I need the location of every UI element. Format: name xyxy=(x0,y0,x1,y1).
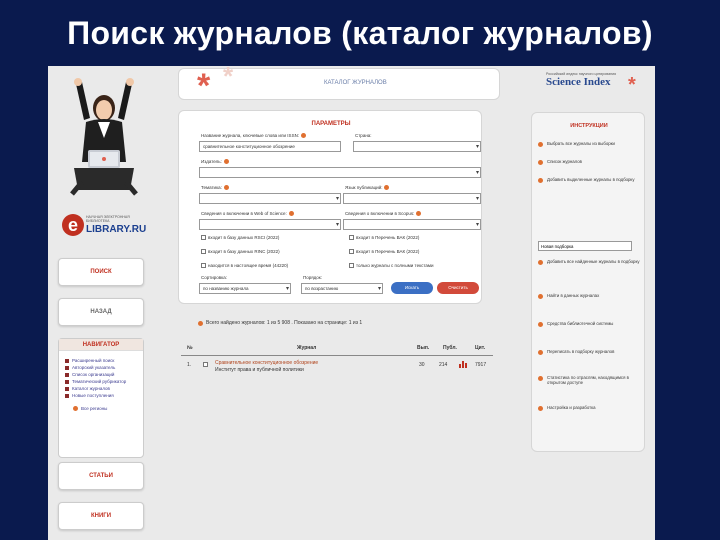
search-params-panel xyxy=(178,110,482,304)
slide-title: Поиск журналов (каталог журналов) xyxy=(67,14,653,51)
checkbox[interactable] xyxy=(201,263,206,268)
order-label: Порядок: xyxy=(303,275,322,280)
results-summary: Всего найдено журналов: 1 из 5 908 . Показано на странице: 1 из 1 xyxy=(198,320,362,326)
row-checkbox[interactable] xyxy=(203,362,208,369)
journal-link[interactable]: Сравнительное конституционное обозрение xyxy=(215,360,319,366)
arrow-icon xyxy=(538,376,543,381)
instr-statistics[interactable]: Статистика по отраслям, находящимся в открытом доступе xyxy=(538,375,642,385)
info-icon xyxy=(198,321,203,326)
arrow-icon xyxy=(538,142,543,147)
clear-button[interactable]: Очистить xyxy=(437,282,479,294)
arrow-icon xyxy=(538,350,543,355)
check-rinc[interactable]: входит в базу данных RINC (2022) xyxy=(201,249,280,254)
instr-add-selected[interactable]: Добавить выделенные журналы в подборку xyxy=(538,177,642,183)
logo-letter: e xyxy=(62,214,84,236)
help-icon[interactable] xyxy=(384,185,389,190)
scopus-label: Сведения о включении в Scopus: xyxy=(345,211,421,216)
checkbox[interactable] xyxy=(349,263,354,268)
arrow-icon xyxy=(538,160,543,165)
row-cites: 7917 xyxy=(475,362,487,368)
col-journal[interactable]: Журнал xyxy=(297,345,317,351)
check-rsci[interactable]: входит в базу данных RSCI (2022) xyxy=(201,235,279,240)
row-issues: 30 xyxy=(419,362,425,368)
nav-item-new-arrivals[interactable]: Новые поступления xyxy=(65,393,143,398)
navigator-panel xyxy=(58,338,144,458)
instructions-title: ИНСТРУКЦИИ xyxy=(570,123,608,129)
help-icon[interactable] xyxy=(416,211,421,216)
journal-publisher: Институт права и публичной политики xyxy=(215,367,304,373)
check-vak-2[interactable]: входит в Перечень ВАК (2022) xyxy=(349,249,419,254)
asterisk-icon: * xyxy=(628,74,636,96)
instr-library-tools[interactable]: Средства библиотечной системы xyxy=(538,321,642,327)
row-number: 1. xyxy=(187,362,192,368)
sort-label: Сортировка: xyxy=(201,275,227,280)
catalog-header-bar xyxy=(178,66,500,105)
search-submit-button[interactable]: Искать xyxy=(391,282,433,294)
publisher-label: Издатель: xyxy=(201,159,229,164)
col-pubs[interactable]: Публ. xyxy=(443,345,457,351)
check-current[interactable]: находится в настоящее время (44220) xyxy=(201,263,288,268)
journal-title-label: Название журнала, ключевые слова или ISSN: xyxy=(201,133,306,138)
nav-item-journal-catalog[interactable]: Каталог журналов xyxy=(65,386,143,391)
asterisk-icon-faded: * xyxy=(223,66,234,91)
square-icon xyxy=(65,366,69,370)
science-index-subtitle: Российский индекс научного цитирования xyxy=(546,72,617,76)
checkbox[interactable] xyxy=(201,249,206,254)
publisher-select[interactable] xyxy=(199,167,481,178)
help-icon[interactable] xyxy=(289,211,294,216)
arrow-icon xyxy=(538,178,543,183)
instructions-panel xyxy=(531,112,645,452)
collection-select[interactable]: Новая подборка xyxy=(538,241,632,251)
help-icon[interactable] xyxy=(224,185,229,190)
nav-item-organizations[interactable]: Список организаций xyxy=(65,372,143,377)
arrow-icon xyxy=(538,322,543,327)
params-title: ПАРАМЕТРЫ xyxy=(311,121,351,127)
books-button[interactable]: КНИГИ xyxy=(58,502,144,530)
nav-item-extended-search[interactable]: Расширенный поиск xyxy=(65,358,143,363)
check-vak-1[interactable]: входит в Перечень ВАК (2022) xyxy=(349,235,419,240)
square-icon xyxy=(65,387,69,391)
bullet-icon xyxy=(73,406,78,411)
nav-item-authors[interactable]: Авторский указатель xyxy=(65,365,143,370)
back-button[interactable]: НАЗАД xyxy=(58,298,144,326)
instr-search-in[interactable]: Найти в данных журналах xyxy=(538,293,642,299)
help-icon[interactable] xyxy=(224,159,229,164)
catalog-title: КАТАЛОГ ЖУРНАЛОВ xyxy=(324,80,387,86)
bar-chart-icon[interactable] xyxy=(459,360,467,370)
elibrary-screenshot xyxy=(48,66,655,540)
instr-rewrite[interactable]: Переписать в подборку журналов xyxy=(538,349,642,355)
search-button[interactable]: ПОИСК xyxy=(58,258,144,286)
arrow-icon xyxy=(538,294,543,299)
scopus-select[interactable] xyxy=(343,219,481,230)
instr-settings[interactable]: Настройка и разработка xyxy=(538,405,642,411)
col-issues[interactable]: Вып. xyxy=(417,345,430,351)
checkbox[interactable] xyxy=(349,235,354,240)
navigator-title: НАВИГАТОР xyxy=(59,339,143,351)
nav-item-regions[interactable]: Все регионы xyxy=(73,406,143,411)
subject-select[interactable] xyxy=(199,193,341,204)
instr-list[interactable]: Список журналов xyxy=(538,159,642,165)
col-cites[interactable]: Цит. xyxy=(475,345,486,351)
col-number[interactable]: № xyxy=(187,345,193,351)
cheering-person-icon xyxy=(68,78,140,196)
instr-add-all[interactable]: Добавить все найденные журналы в подборку xyxy=(538,259,642,265)
logo-text: LIBRARY.RU xyxy=(86,224,147,235)
instr-select-all[interactable]: Выбрать все журналы из выборки xyxy=(538,141,642,147)
arrow-icon xyxy=(538,406,543,411)
order-select[interactable]: по возрастанию ▾ xyxy=(301,283,383,294)
subject-label: Тематика: xyxy=(201,185,229,190)
elibrary-logo[interactable] xyxy=(62,214,150,238)
checkbox[interactable] xyxy=(349,249,354,254)
sort-select[interactable]: по названию журнала ▾ xyxy=(199,283,291,294)
logo-subtitle: НАУЧНАЯ ЭЛЕКТРОННАЯ БИБЛИОТЕКА xyxy=(86,215,130,223)
help-icon[interactable] xyxy=(301,133,306,138)
check-fulltext[interactable]: только журналы с полными текстами xyxy=(349,263,433,268)
table-header xyxy=(181,342,493,356)
science-index-title: Science Index xyxy=(546,76,611,88)
checkbox[interactable] xyxy=(201,235,206,240)
journal-title-input[interactable]: сравнительное конституционное обозрение xyxy=(199,141,341,152)
square-icon xyxy=(65,380,69,384)
square-icon xyxy=(65,359,69,363)
table-row xyxy=(181,356,493,378)
results-table xyxy=(181,342,493,378)
articles-button[interactable]: СТАТЬИ xyxy=(58,462,144,490)
nav-item-rubricator[interactable]: Тематический рубрикатор xyxy=(65,379,143,384)
language-label: Язык публикаций: xyxy=(345,185,389,190)
wos-label: Сведения о включении в Web of Science: xyxy=(201,211,294,216)
country-label: Страна: xyxy=(355,133,372,138)
square-icon xyxy=(65,394,69,398)
country-select[interactable] xyxy=(353,141,481,152)
science-index-logo[interactable] xyxy=(546,72,642,106)
square-icon xyxy=(65,373,69,377)
asterisk-icon: * xyxy=(197,67,211,105)
language-select[interactable] xyxy=(343,193,481,204)
arrow-icon xyxy=(538,260,543,265)
wos-select[interactable] xyxy=(199,219,341,230)
row-pubs: 214 xyxy=(439,362,448,368)
